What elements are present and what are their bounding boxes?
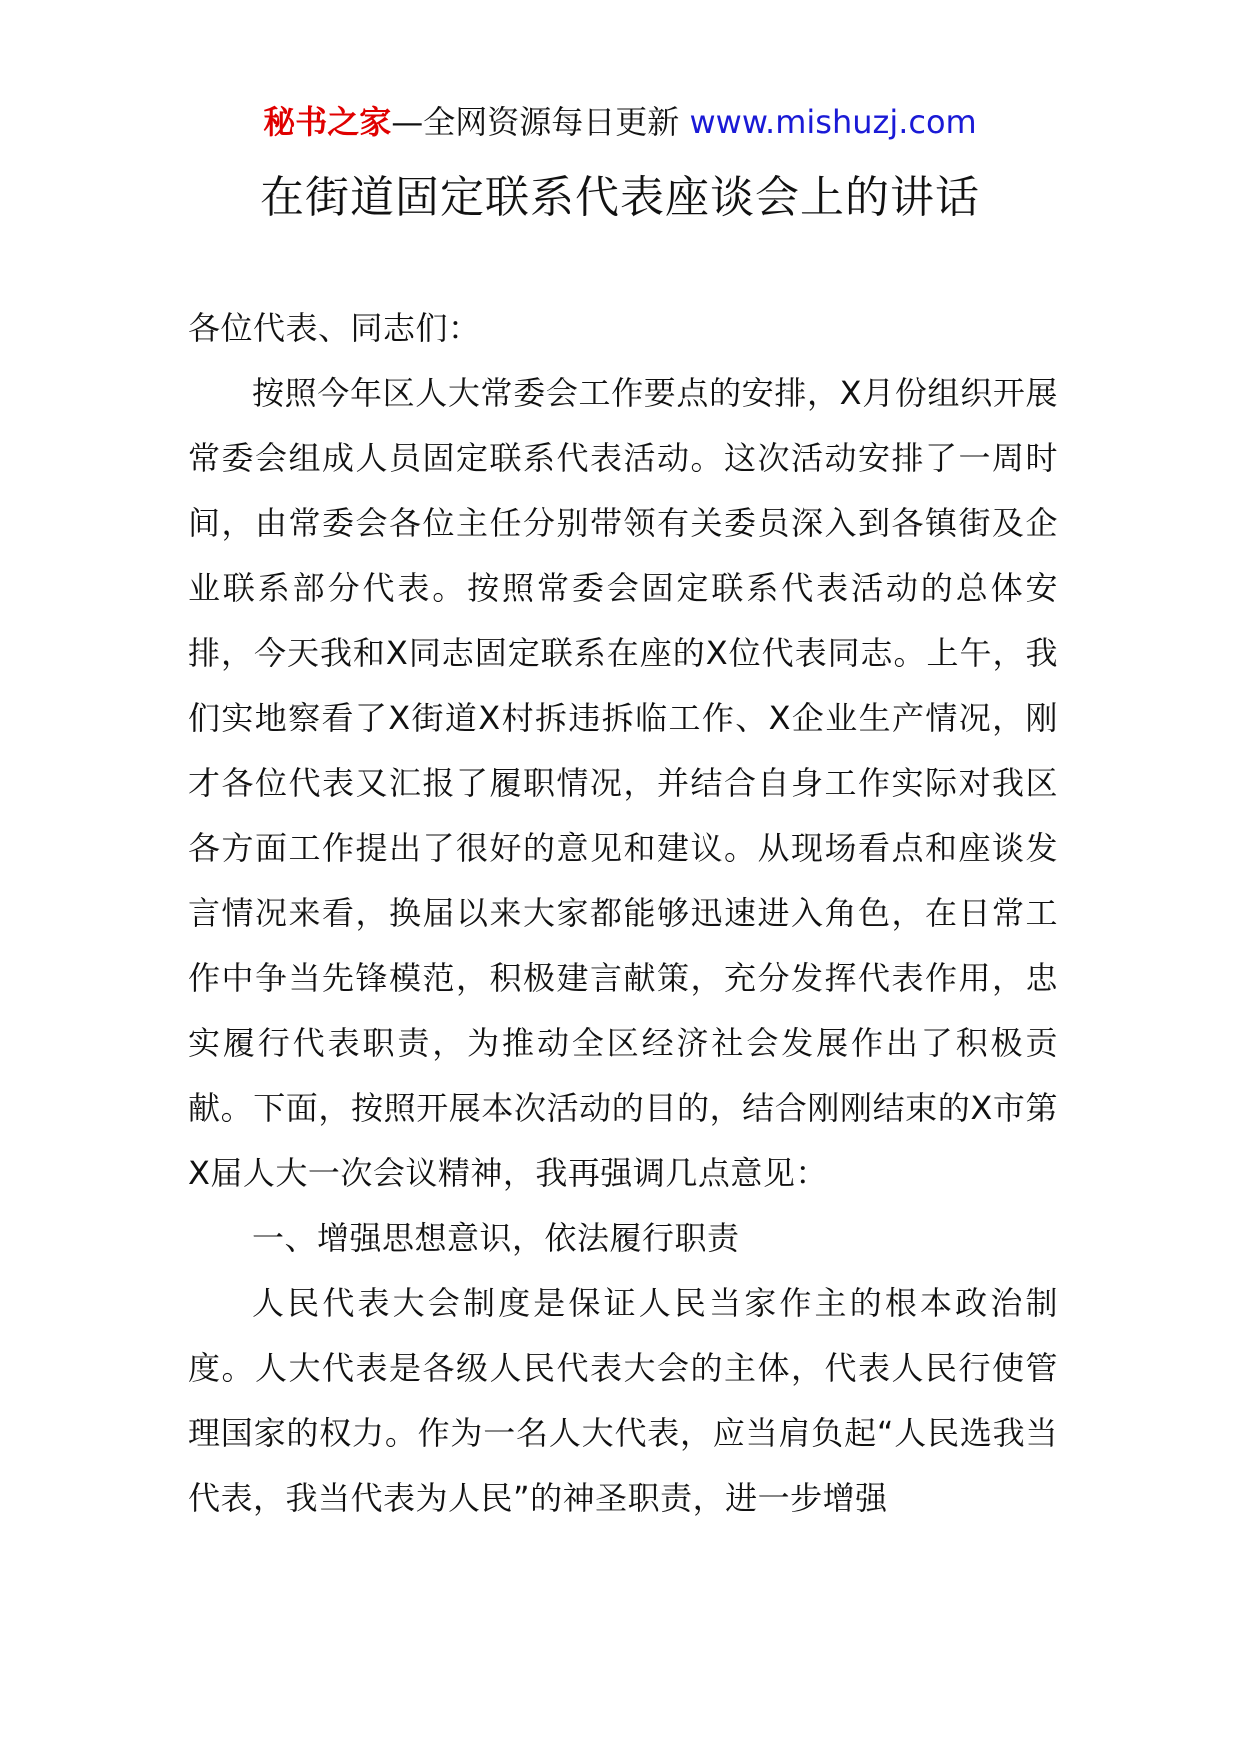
document-title: 在街道固定联系代表座谈会上的讲话 [260,172,980,223]
site-url-link[interactable]: www.mishuzj.com [689,103,977,141]
section-paragraph: 人民代表大会制度是保证人民当家作主的根本政治制度。人大代表是各级人民代表大会的主体，代表人民行使管理国家的权力。作为一名人大代表，应当肩负起“人民选我当代表，我当代表为人民”的神圣职责，进一步增强 [188,1284,1058,1517]
document-body [188,296,1058,1531]
site-banner [0,100,1240,144]
body-paragraph: 按照今年区人大常委会工作要点的安排，X月份组织开展常委会组成人员固定联系代表活动。这次活动安排了一周时间，由常委会各位主任分别带领有关委员深入到各镇街及企业联系部分代表。按照常委会固定联系代表活动的总体安排，今天我和X同志固定联系在座的X位代表同志。上午，我们实地察看了X街道X村拆违拆临工作、X企业生产情况，刚才各位代表又汇报了履职情况，并结合自身工作实际对我区各方面工作提出了很好的意见和建议。从现场看点和座谈发言情况来看，换届以来大家都能够迅速进入角色，在日常工作中争当先锋模范，积极建言献策，充分发挥代表作用，忠实履行代表职责，为推动全区经济社会发展作出了积极贡献。下面，按照开展本次活动的目的，结合刚刚结束的X市第X届人大一次会议精神，我再强调几点意见： [188,374,1058,1192]
brand-name: 秘书之家 [263,103,392,141]
section-heading: 一、增强思想意识，依法履行职责 [252,1219,740,1257]
salutation: 各位代表、同志们： [188,309,481,347]
brand-tagline: —全网资源每日更新 [391,103,680,141]
